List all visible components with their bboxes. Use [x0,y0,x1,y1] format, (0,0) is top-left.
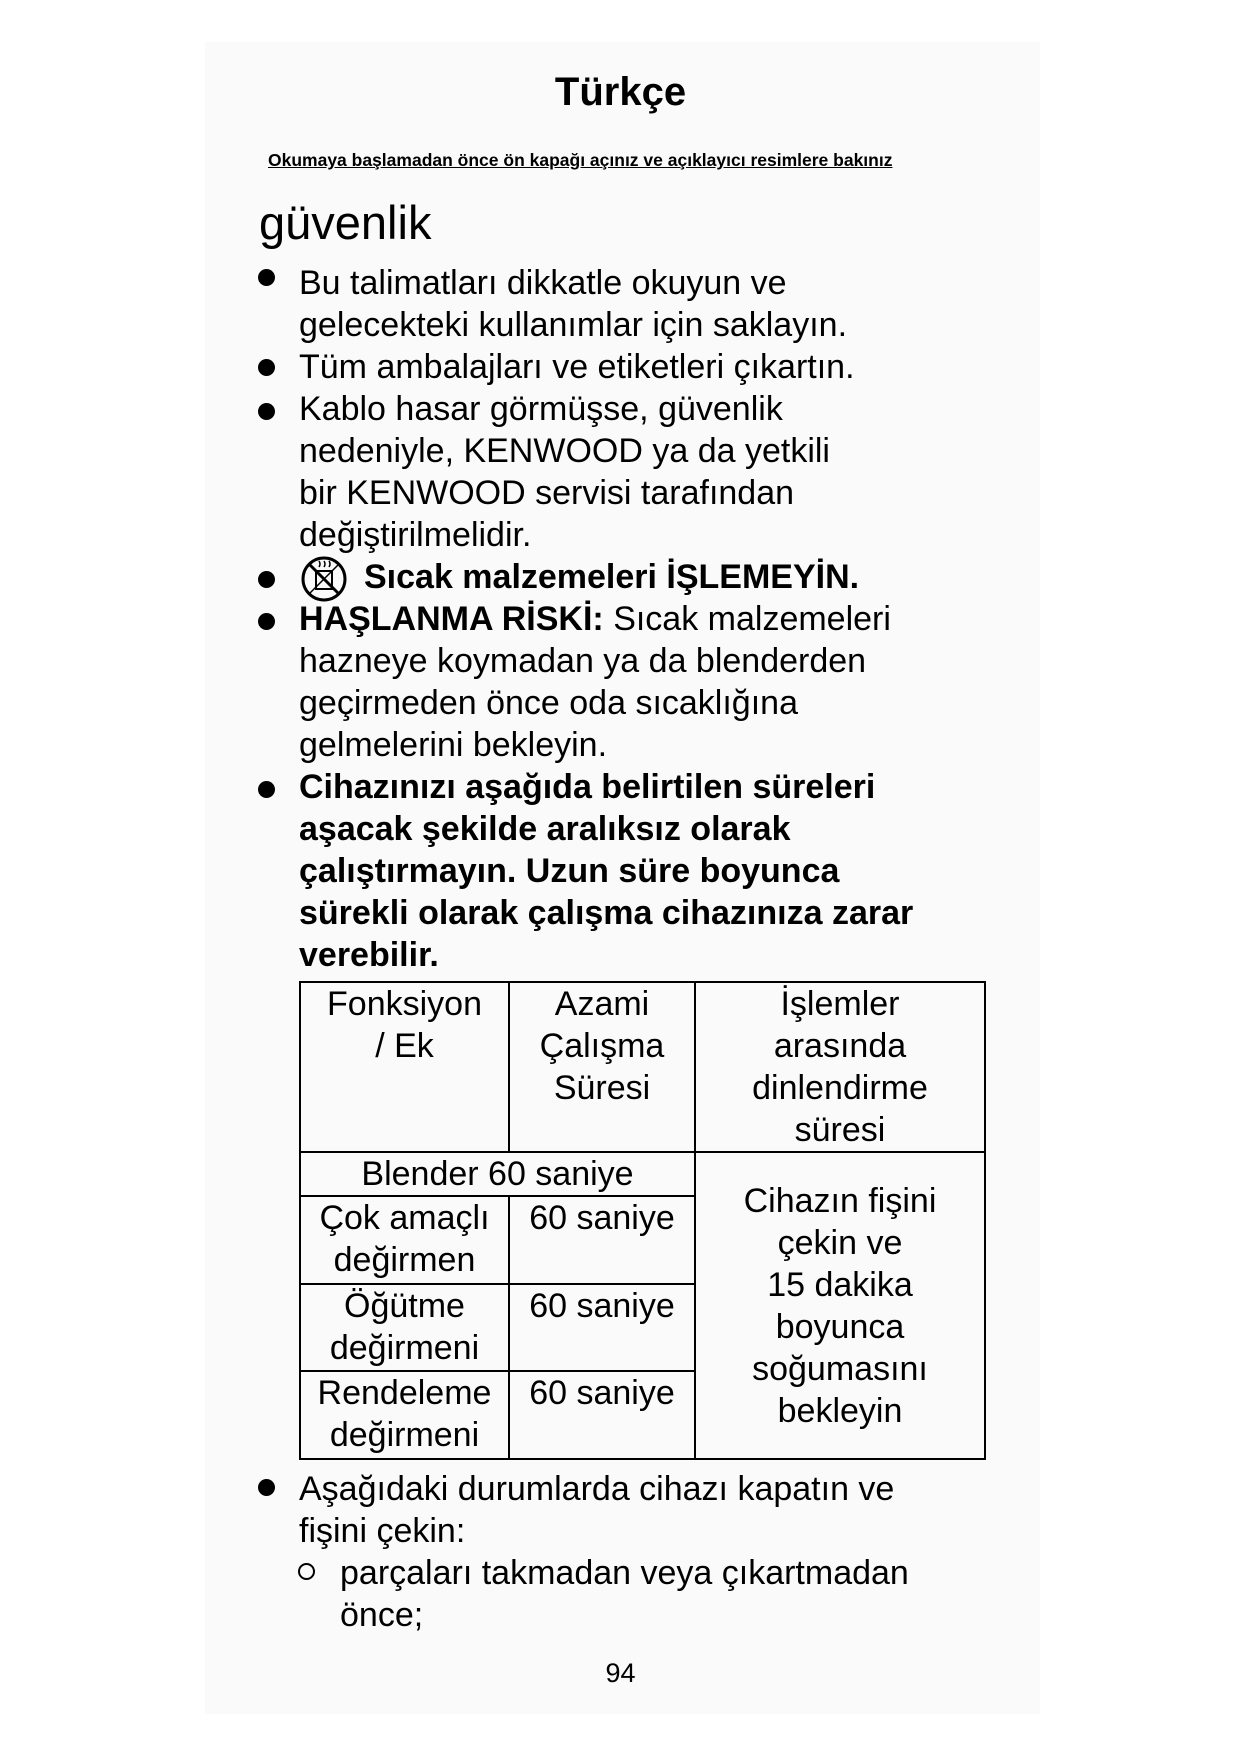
bullet-dot-icon [258,403,275,420]
table-header-row [300,982,985,1152]
bullet-dot-icon [258,359,275,376]
bullet-text-5: HAŞLANMA RİSKİ: Sıcak malzemeleri hazneye koymadan ya da blenderden geçirmeden önce oda sıcaklığına gelmelerini bekleyin. [299,600,891,764]
sub-bullet-circle-icon [298,1563,315,1580]
header-max-time: Azami Çalışma Süresi [509,982,695,1152]
header-function: Fonksiyon / Ek [300,982,509,1152]
rest-instruction-cell: Cihazın fişini çekin ve 15 dakika boyunca soğumasını bekleyin [695,1152,985,1459]
table-row [300,1152,985,1196]
function-cell: Rendeleme değirmeni [300,1371,509,1459]
page-subtitle: Okumaya başlamadan önce ön kapağı açınız ve açıklayıcı resimlere bakınız [268,150,893,170]
blender-cell: Blender 60 saniye [300,1152,695,1196]
time-cell: 60 saniye [509,1196,695,1284]
section-title: güvenlik [259,196,432,249]
bullet-dot-icon [258,1479,275,1496]
time-cell: 60 saniye [509,1284,695,1371]
bullet-text-4: Sıcak malzemeleri İŞLEMEYİN. [364,558,860,596]
bullet-text-1: Bu talimatları dikkatle okuyun ve gelecekteki kullanımlar için saklayın. [299,264,848,344]
bullet-text-6: Cihazınızı aşağıda belirtilen süreleri aşacak şekilde aralıksız olarak çalıştırmayın. Uzun süre boyunca sürekli olarak çalışma cihazınıza zarar verebilir. [299,768,914,974]
function-cell: Çok amaçlı değirmen [300,1196,509,1284]
bullet-dot-icon [258,269,275,286]
usage-time-table [299,981,986,1460]
bullet-text-2: Tüm ambalajları ve etiketleri çıkartın. [299,348,855,386]
function-cell: Öğütme değirmeni [300,1284,509,1371]
page-number: 94 [605,1658,636,1688]
no-hot-ingredients-icon [300,555,348,603]
bullet-text-7: Aşağıdaki durumlarda cihazı kapatın ve fişini çekin: [299,1470,895,1550]
page-title: Türkçe [554,70,687,114]
bullet-dot-icon [258,571,275,588]
bullet-dot-icon [258,613,275,630]
bullet-dot-icon [258,781,275,798]
time-cell: 60 saniye [509,1371,695,1459]
bullet-text-3: Kablo hasar görmüşse, güvenlik nedeniyle, KENWOOD ya da yetkili bir KENWOOD servisi tarafından değiştirilmelidir. [299,390,830,554]
sub-bullet-text-1: parçaları takmadan veya çıkartmadan önce; [340,1554,909,1634]
header-rest-time: İşlemler arasında dinlendirme süresi [695,982,985,1152]
